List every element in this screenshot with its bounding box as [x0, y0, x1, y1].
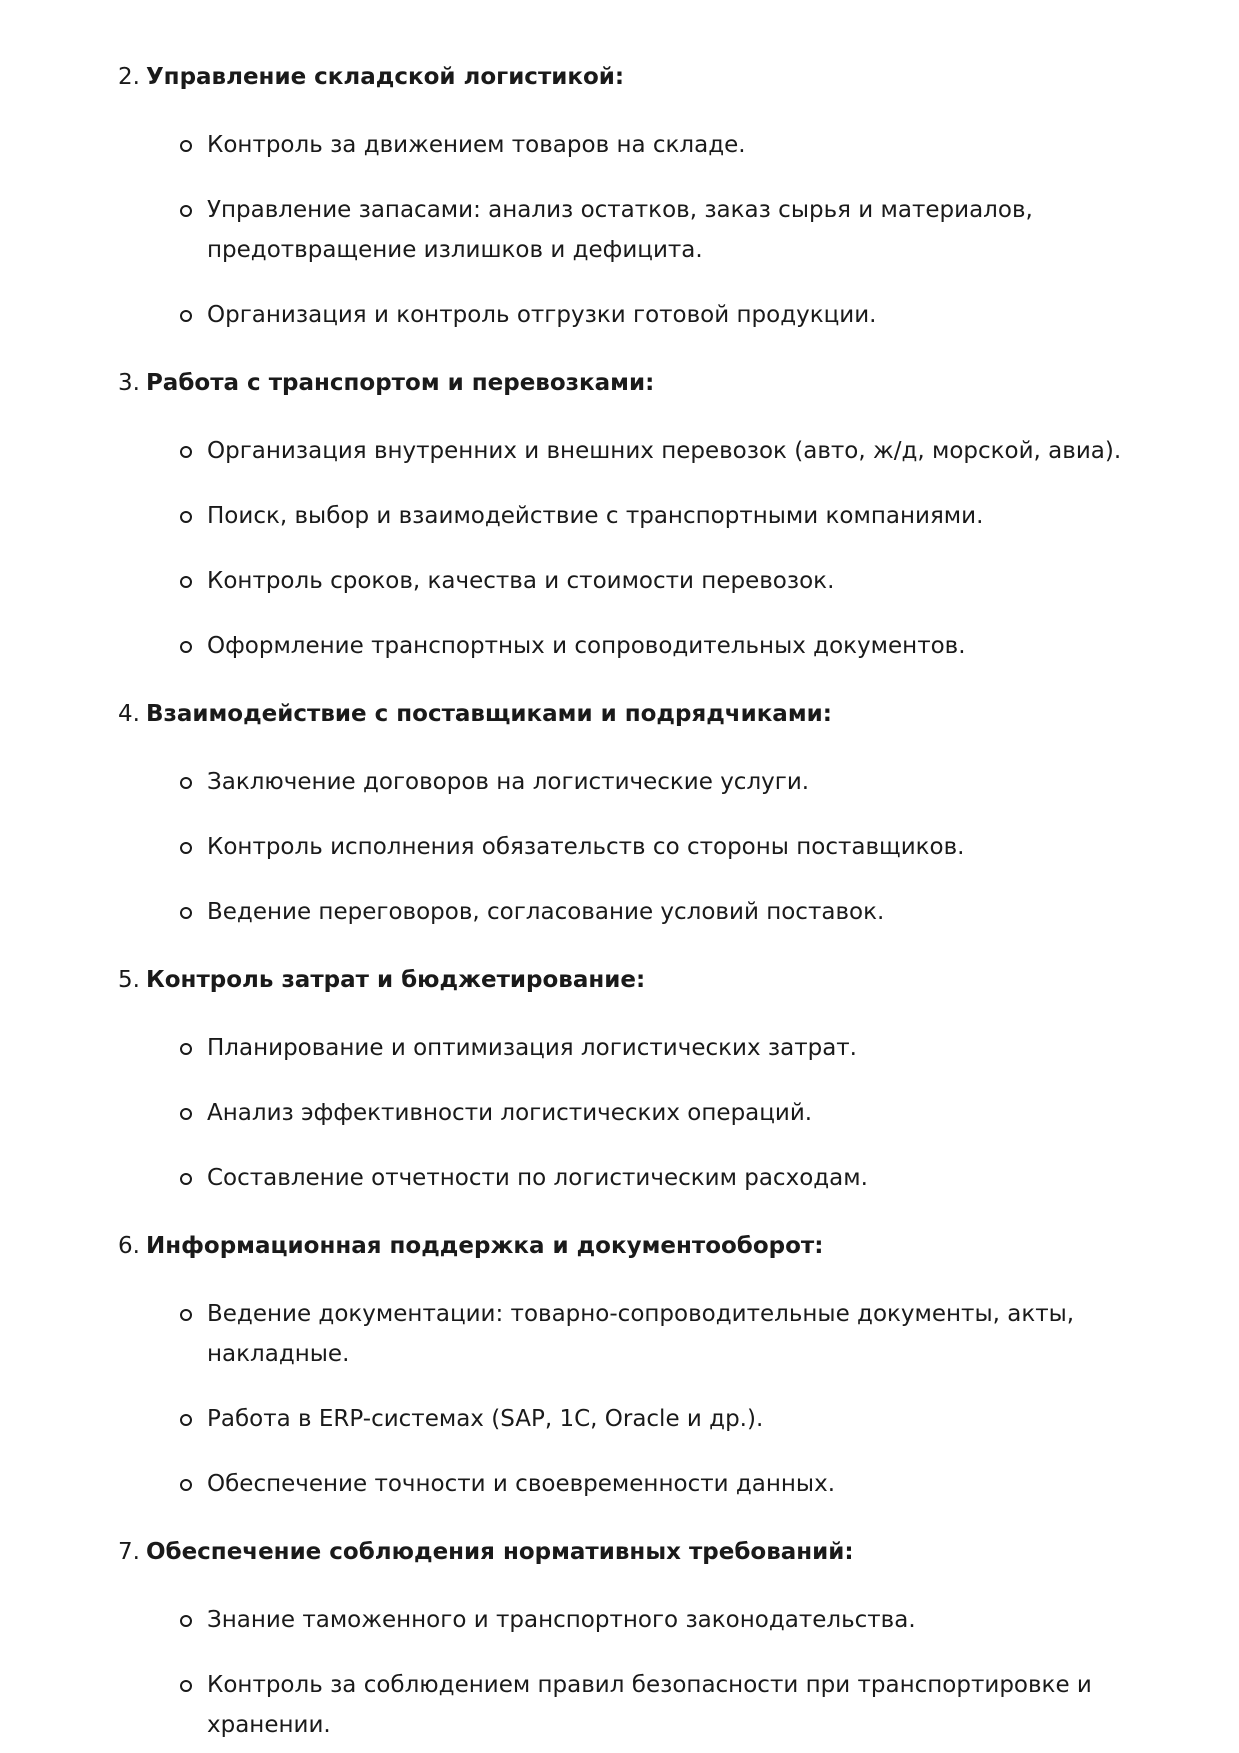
section-suppliers — [118, 697, 1179, 932]
list-item-text: Контроль за движением товаров на складе. — [207, 132, 746, 158]
list-item — [118, 1399, 1179, 1439]
list-item — [118, 190, 1179, 270]
list-item — [118, 626, 1179, 666]
list-item-text: Обеспечение точности и своевременности данных. — [207, 1471, 836, 1497]
circle-bullet-icon — [180, 576, 192, 588]
circle-bullet-icon — [180, 907, 192, 919]
circle-bullet-icon — [180, 1309, 192, 1321]
circle-bullet-icon — [180, 1108, 192, 1120]
circle-bullet-icon — [180, 1680, 192, 1692]
list-item-text: Контроль сроков, качества и стоимости перевозок. — [207, 568, 835, 594]
section-number: 4. — [118, 701, 140, 727]
circle-bullet-icon — [180, 310, 192, 322]
list-item-text: Анализ эффективности логистических операций. — [207, 1100, 813, 1126]
list-item-text: Заключение договоров на логистические услуги. — [207, 769, 810, 795]
section-title: Информационная поддержка и документооборот: — [145, 1233, 824, 1259]
list-item — [118, 1028, 1179, 1068]
list-item — [118, 827, 1179, 867]
list-item — [118, 125, 1179, 165]
section-warehouse-logistics — [118, 60, 1179, 335]
bullet-list — [118, 762, 1179, 932]
section-cost-control — [118, 963, 1179, 1198]
section-title: Контроль затрат и бюджетирование: — [145, 967, 646, 993]
section-heading — [118, 697, 1179, 731]
list-item-text: Планирование и оптимизация логистических затрат. — [207, 1035, 857, 1061]
section-number: 7. — [118, 1539, 140, 1565]
section-regulatory-compliance — [118, 1535, 1179, 1745]
list-item-text: Оформление транспортных и сопроводительных документов. — [207, 633, 966, 659]
section-heading — [118, 366, 1179, 400]
list-item — [118, 1600, 1179, 1640]
circle-bullet-icon — [180, 1615, 192, 1627]
circle-bullet-icon — [180, 205, 192, 217]
circle-bullet-icon — [180, 1414, 192, 1426]
list-item-text: Ведение документации: товарно-сопроводительные документы, акты, накладные. — [207, 1301, 1075, 1367]
section-heading — [118, 60, 1179, 94]
bullet-list — [118, 1294, 1179, 1504]
list-item — [118, 1294, 1179, 1374]
bullet-list — [118, 1028, 1179, 1198]
list-item — [118, 892, 1179, 932]
circle-bullet-icon — [180, 511, 192, 523]
list-item — [118, 1158, 1179, 1198]
list-item-text: Знание таможенного и транспортного законодательства. — [207, 1607, 916, 1633]
circle-bullet-icon — [180, 140, 192, 152]
list-item-text: Управление запасами: анализ остатков, заказ сырья и материалов, предотвращение излишков и дефицита. — [207, 197, 1033, 263]
list-item-text: Контроль исполнения обязательств со стороны поставщиков. — [207, 834, 965, 860]
section-title: Управление складской логистикой: — [145, 64, 625, 90]
section-title: Обеспечение соблюдения нормативных требований: — [145, 1539, 854, 1565]
list-item — [118, 1464, 1179, 1504]
bullet-list — [118, 431, 1179, 666]
section-heading — [118, 1535, 1179, 1569]
list-item-text: Поиск, выбор и взаимодействие с транспортными компаниями. — [207, 503, 984, 529]
section-number: 3. — [118, 370, 140, 396]
list-item-text: Контроль за соблюдением правил безопасности при транспортировке и хранении. — [207, 1672, 1092, 1738]
list-item — [118, 496, 1179, 536]
section-title: Работа с транспортом и перевозками: — [145, 370, 655, 396]
section-heading — [118, 963, 1179, 997]
list-item-text: Составление отчетности по логистическим расходам. — [207, 1165, 868, 1191]
circle-bullet-icon — [180, 777, 192, 789]
section-number: 2. — [118, 64, 140, 90]
list-item — [118, 1093, 1179, 1133]
list-item — [118, 1665, 1179, 1745]
bullet-list — [118, 125, 1179, 335]
list-item — [118, 561, 1179, 601]
circle-bullet-icon — [180, 1479, 192, 1491]
circle-bullet-icon — [180, 446, 192, 458]
section-number: 5. — [118, 967, 140, 993]
section-title: Взаимодействие с поставщиками и подрядчиками: — [145, 701, 832, 727]
circle-bullet-icon — [180, 1043, 192, 1055]
list-item-text: Организация внутренних и внешних перевозок (авто, ж/д, морской, авиа). — [207, 438, 1122, 464]
section-transport — [118, 366, 1179, 666]
list-item — [118, 431, 1179, 471]
list-item — [118, 762, 1179, 802]
section-number: 6. — [118, 1233, 140, 1259]
section-heading — [118, 1229, 1179, 1263]
list-item-text: Организация и контроль отгрузки готовой продукции. — [207, 302, 877, 328]
circle-bullet-icon — [180, 1173, 192, 1185]
list-item-text: Ведение переговоров, согласование условий поставок. — [207, 899, 885, 925]
circle-bullet-icon — [180, 641, 192, 653]
section-information-support — [118, 1229, 1179, 1504]
circle-bullet-icon — [180, 842, 192, 854]
list-item — [118, 295, 1179, 335]
bullet-list — [118, 1600, 1179, 1745]
list-item-text: Работа в ERP-системах (SAP, 1С, Oracle и др.). — [207, 1406, 764, 1432]
